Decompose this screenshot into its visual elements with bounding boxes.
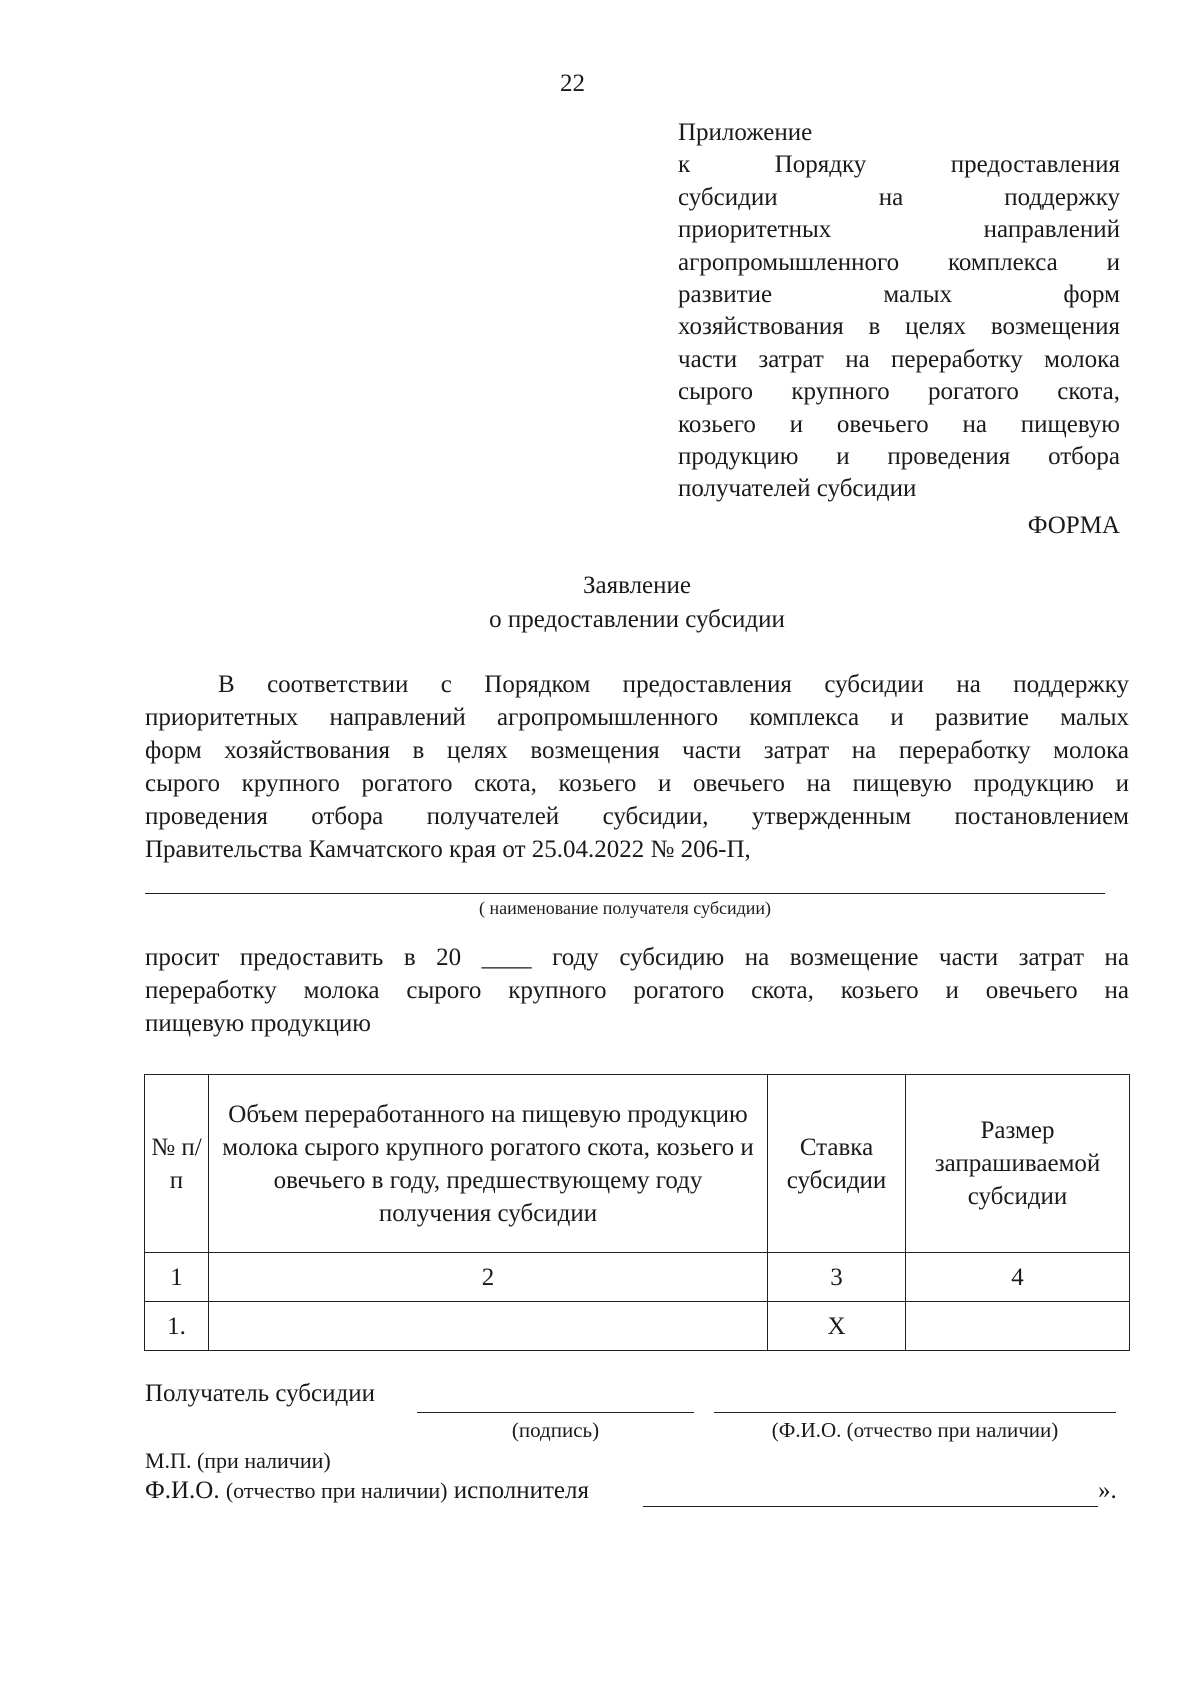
executor-middle: (отчество при наличии) xyxy=(225,1478,448,1503)
table-number-row xyxy=(145,1253,1130,1302)
intro-paragraph xyxy=(145,668,1129,866)
request-line: переработку молока сырого крупного рогатого скота, козьего и овечьего на xyxy=(145,977,1129,1004)
column-number-cell: 4 xyxy=(906,1253,1130,1302)
table-header-row xyxy=(145,1075,1130,1253)
name-caption: (Ф.И.О. (отчество при наличии) xyxy=(771,1418,1059,1442)
header-cell: Размер запрашиваемой субсидии xyxy=(906,1075,1130,1253)
appendix-line: к Порядку предоставления xyxy=(678,151,1120,179)
request-line: пищевую продукцию xyxy=(145,1010,371,1037)
table-cell: 1. xyxy=(145,1302,209,1351)
document-subtitle: о предоставлении субсидии xyxy=(489,606,785,633)
appendix-line: козьего и овечьего на пищевую xyxy=(678,410,1120,438)
intro-line: Правительства Камчатского края от 25.04.2022 № 206-П, xyxy=(145,836,751,863)
header-cell: Объем переработанного на пищевую продукцию молока сырого крупного рогатого скота, козьего и овечьего в году, предшествующему году получения субсидии xyxy=(209,1075,768,1253)
appendix-line: продукцию и проведения отбора xyxy=(678,442,1120,470)
recipient-name-line[interactable] xyxy=(145,893,1105,894)
column-number-cell: 3 xyxy=(768,1253,906,1302)
signature-caption: (подпись) xyxy=(511,1418,600,1442)
table-row xyxy=(145,1302,1130,1351)
table-cell-volume[interactable] xyxy=(209,1302,768,1351)
document-title: Заявление xyxy=(582,572,692,599)
column-number-cell: 2 xyxy=(209,1253,768,1302)
appendix-line: части затрат на переработку молока xyxy=(678,345,1120,373)
name-line[interactable] xyxy=(714,1412,1116,1413)
signature-line[interactable] xyxy=(417,1412,694,1413)
executor-prefix: Ф.И.О. xyxy=(145,1477,220,1504)
appendix-line: хозяйствования в целях возмещения xyxy=(678,313,1120,341)
request-paragraph xyxy=(145,941,1129,1040)
appendix-line: агропромышленного комплекса и xyxy=(678,248,1120,276)
recipient-label: Получатель субсидии xyxy=(145,1380,375,1407)
request-line: просит предоставить в 20 ____ году субсидию на возмещение части затрат на xyxy=(145,944,1129,971)
appendix-line: приоритетных направлений xyxy=(678,216,1120,244)
header-cell: Ставка субсидии xyxy=(768,1075,906,1253)
appendix-line: развитие малых форм xyxy=(678,280,1120,308)
executor-name-line[interactable] xyxy=(643,1506,1098,1507)
appendix-block xyxy=(678,117,1120,506)
closing-quote: ». xyxy=(1098,1477,1117,1504)
appendix-line: Приложение xyxy=(678,119,813,146)
intro-line: В соответствии с Порядком предоставления субсидии на поддержку xyxy=(218,671,1129,698)
column-number-cell: 1 xyxy=(145,1253,209,1302)
recipient-caption: ( наименование получателя субсидии) xyxy=(478,898,772,918)
header-cell: № п/п xyxy=(145,1075,209,1253)
appendix-line: сырого крупного рогатого скота, xyxy=(678,378,1120,406)
appendix-line: субсидии на поддержку xyxy=(678,183,1120,211)
intro-line: форм хозяйствования в целях возмещения части затрат на переработку молока xyxy=(145,737,1129,764)
intro-line: приоритетных направлений агропромышленного комплекса и развитие малых xyxy=(145,704,1129,731)
table-cell: X xyxy=(768,1302,906,1351)
table-cell-amount[interactable] xyxy=(906,1302,1130,1351)
executor-line xyxy=(145,1477,589,1505)
stamp-note: М.П. (при наличии) xyxy=(145,1448,331,1473)
intro-line: сырого крупного рогатого скота, козьего и овечьего на пищевую продукцию и xyxy=(145,770,1129,797)
subsidy-table xyxy=(144,1074,1130,1351)
appendix-line: получателей субсидии xyxy=(678,475,917,503)
page-number: 22 xyxy=(560,70,585,97)
executor-suffix: исполнителя xyxy=(453,1477,589,1504)
intro-line: проведения отбора получателей субсидии, утвержденным постановлением xyxy=(145,803,1129,830)
form-label: ФОРМА xyxy=(1027,512,1120,539)
